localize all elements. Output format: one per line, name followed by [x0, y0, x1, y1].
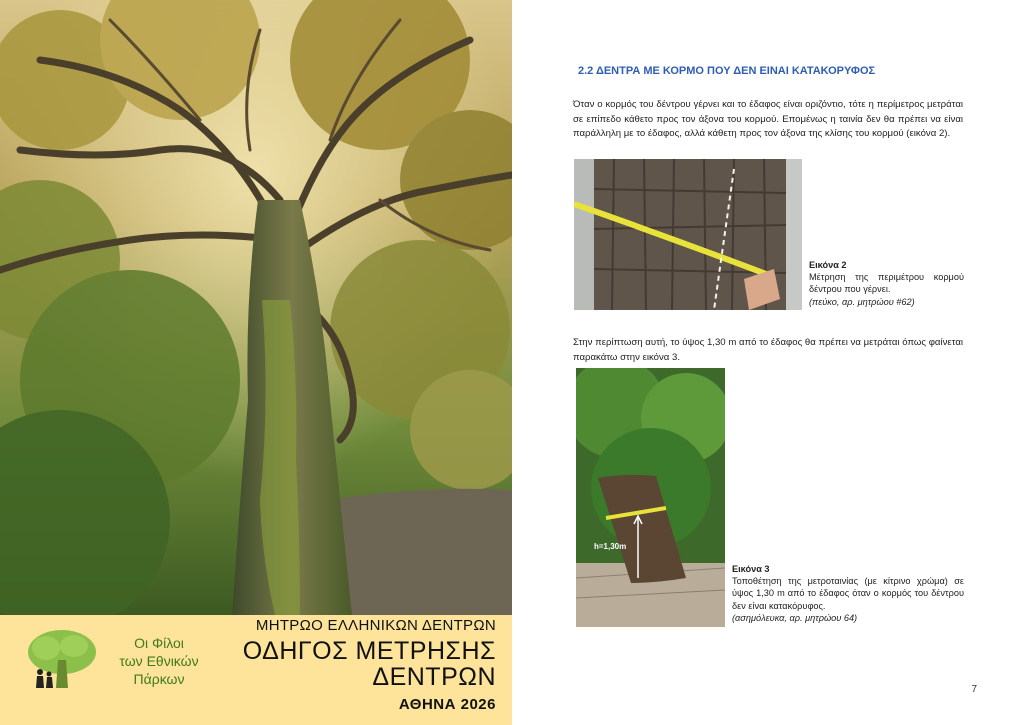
- organization-name: [104, 634, 214, 688]
- figure-2-caption: [809, 259, 964, 308]
- figure-3-title: Εικόνα 3: [732, 564, 770, 574]
- figure-3-note: (ασημόλευκα, αρ. μητρώου 64): [732, 612, 858, 623]
- figure-3-text: Τοποθέτηση της μετροταινίας (με κίτρινο χρώμα) σε ύψος 1,30 m από το έδαφος όταν ο κορμός του δέντρου δεν είναι κατακόρυφος.: [732, 576, 964, 611]
- figure-3-photo: [576, 368, 725, 627]
- figure-2-text: Μέτρηση της περιμέτρου κορμού δέντρου που γέρνει.: [809, 272, 964, 295]
- registry-title: ΜΗΤΡΩΟ ΕΛΛΗΝΙΚΩΝ ΔΕΝΤΡΩΝ: [255, 617, 496, 634]
- figure-3-caption: [732, 563, 964, 624]
- figure-3-height-label: h=1,30m: [594, 542, 627, 551]
- guide-title-line1: ΟΔΗΓΟΣ ΜΕΤΡΗΣΗΣ: [242, 637, 496, 665]
- cover-tree-photo: [0, 0, 512, 615]
- organization-name-line: Οι Φίλοι: [134, 635, 184, 651]
- figure-2-title: Εικόνα 2: [809, 260, 847, 270]
- organization-name-line: Πάρκων: [133, 671, 185, 687]
- figure-2-photo: [574, 159, 802, 310]
- paragraph-1: Όταν ο κορμός του δέντρου γέρνει και το έδαφος είναι οριζόντιο, τότε η περίμετρος μετράται σε επίπεδο κάθετο προς τον άξονα του κορμού. Επομένως η ταινία δεν θα πρέπει να είναι παράλληλη με το έδαφος, αλλά κάθετη προς τον άξονα της κλίσης του κορμού (εικόνα 2).: [573, 99, 963, 140]
- guide-title-line2: ΔΕΝΤΡΩΝ: [372, 663, 496, 691]
- content-page: [512, 0, 1024, 725]
- organization-name-line: των Εθνικών: [119, 653, 199, 669]
- figure-2-note: (πεύκο, αρ. μητρώου #62): [809, 296, 915, 307]
- section-heading: 2.2 ΔΕΝΤΡΑ ΜΕ ΚΟΡΜΟ ΠΟΥ ΔΕΝ ΕΙΝΑΙ ΚΑΤΑΚΟΡΥΦΟΣ: [578, 65, 876, 77]
- city-year: ΑΘΗΝΑ 2026: [398, 696, 496, 713]
- page-number: 7: [971, 684, 977, 695]
- tree-logo-icon: [22, 628, 98, 694]
- paragraph-2: Στην περίπτωση αυτή, το ύψος 1,30 m από το έδαφος θα πρέπει να μετράται όπως φαίνεται παρακάτω στην εικόνα 3.: [573, 337, 963, 363]
